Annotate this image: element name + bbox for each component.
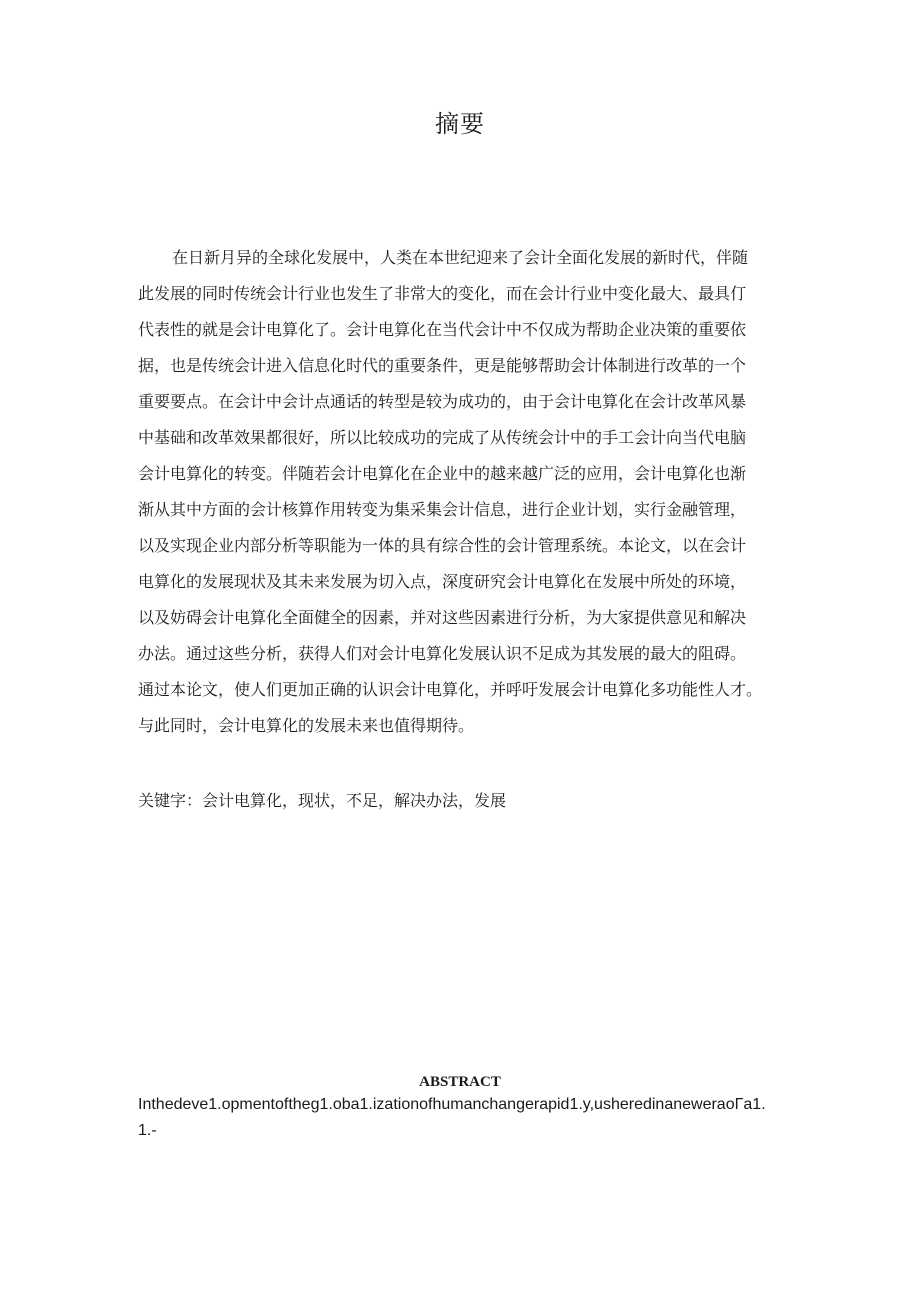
abstract-line: 1.-: [138, 1122, 157, 1139]
body-line: 办法。通过这些分析，获得人们对会计电算化发展认识不足成为其发展的最大的阻碍。: [138, 644, 747, 663]
body-line: 中基础和改革效果都很好，所以比较成功的完成了从传统会计中的手工会计向当代电脑: [138, 428, 747, 447]
body-line: 渐从其中方面的会计核算作用转变为集采集会计信息，进行企业计划，实行金融管理，: [138, 500, 747, 519]
body-line: 与此同时，会计电算化的发展未来也值得期待。: [138, 716, 475, 735]
abstract-body: [138, 240, 798, 744]
keywords: 关键字：会计电算化，现状，不足，解决办法，发展: [138, 791, 507, 810]
body-line: 以及妨碍会计电算化全面健全的因素，并对这些因素进行分析，为大家提供意见和解决: [138, 608, 747, 627]
body-line: 会计电算化的转变。伴随若会计电算化在企业中的越来越广泛的应用，会计电算化也渐: [138, 464, 747, 483]
body-line: 重要要点。在会计中会计点通话的转型是较为成功的，由于会计电算化在会计改革风暴: [138, 392, 747, 411]
body-line: 代表性的就是会计电算化了。会计电算化在当代会计中不仅成为帮助企业决策的重要依: [138, 320, 747, 339]
body-line: 电算化的发展现状及其未来发展为切入点，深度研究会计电算化在发展中所处的环境，: [138, 572, 747, 591]
body-line: 据，也是传统会计进入信息化时代的重要条件，更是能够帮助会计体制进行改革的一个: [138, 356, 747, 375]
abstract-english-text: [138, 1092, 818, 1144]
body-line: 此发展的同时传统会计行业也发生了非常大的变化，而在会计行业中变化最大、最具仃: [138, 284, 747, 303]
page-title: 摘要: [435, 110, 485, 138]
abstract-line: Inthedeve1.opmentoftheg1.oba1.izationofhumanchangerapid1.y,usheredinaneweraoΓa1.: [138, 1096, 766, 1113]
body-line: 通过本论文，使人们更加正确的认识会计电算化，并呼吁发展会计电算化多功能性人才。: [138, 680, 763, 699]
body-line: 以及实现企业内部分析等职能为一体的具有综合性的会计管理系统。本论文，以在会计: [138, 536, 747, 555]
body-line: 在日新月异的全球化发展中，人类在本世纪迎来了会计全面化发展的新时代，伴随: [172, 248, 749, 267]
abstract-heading: ABSTRACT: [419, 1074, 501, 1090]
